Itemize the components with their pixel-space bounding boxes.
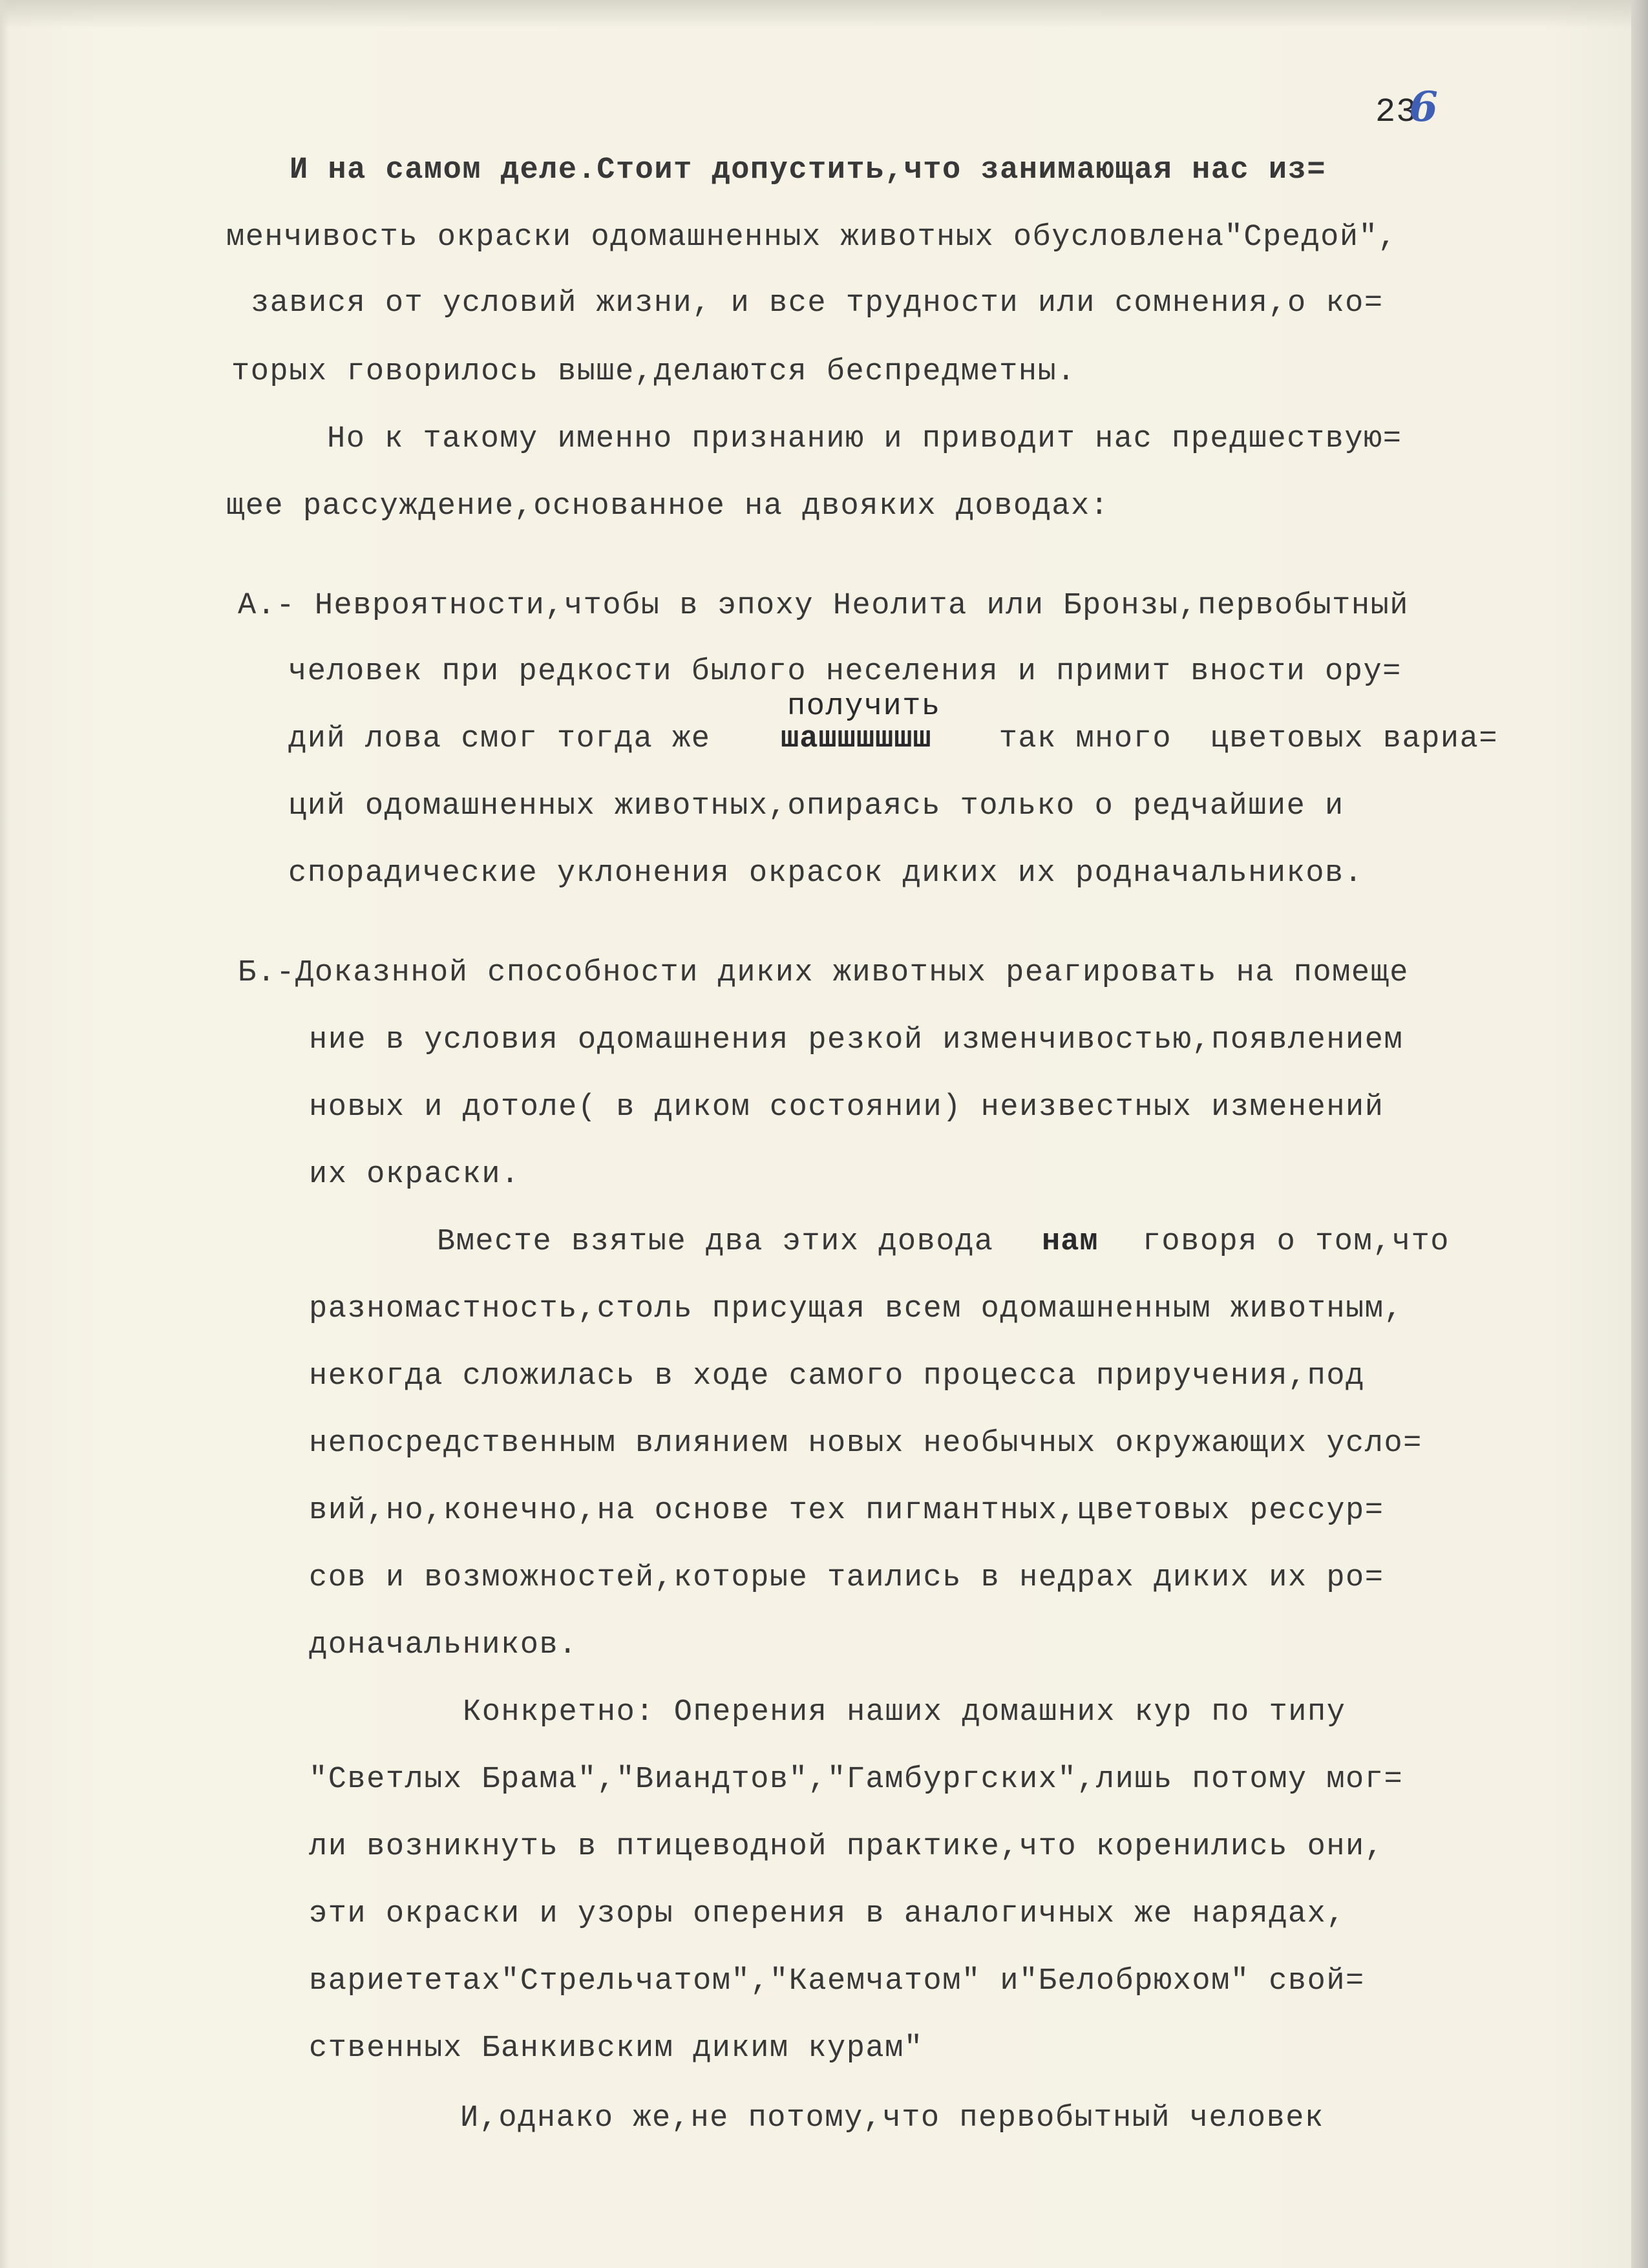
text-line-12: Б.-Доказнной способности диких животных реагировать на помеще xyxy=(238,956,1409,990)
text-line-17: разномастность,столь присущая всем одомашненным животным, xyxy=(309,1292,1404,1326)
text-line-19: непосредственным влиянием новых необычных окружающих усло= xyxy=(309,1426,1422,1461)
text-line-11: спорадические уклонения окрасок диких их родначальников. xyxy=(288,856,1364,891)
text-line-27: вариететах"Стрельчатом","Каемчатом" и"Белобрюхом" свой= xyxy=(309,1964,1365,1998)
text-line-26: эти окраски и узоры оперения в аналогичных же нарядах, xyxy=(309,1897,1346,1931)
paper-top-edge xyxy=(0,0,1648,28)
text-line-3: завися от условий жизни, и все трудности или сомнения,о ко= xyxy=(251,286,1384,321)
text-line-13: ние в условия одомашнения резкой изменчивостью,появлением xyxy=(309,1023,1404,1057)
text-line-1: И на самом деле.Стоит допустить,что занимающая нас из= xyxy=(290,153,1327,187)
text-line-8: человек при редкости былого неселения и примит вности ору= xyxy=(288,655,1402,689)
page-number-handwritten: 6 xyxy=(1409,83,1439,131)
paper-right-edge xyxy=(1631,0,1648,2268)
text-line-29: И,однако же,не потому,что первобытный человек xyxy=(460,2101,1324,2136)
text-line-25: ли возникнуть в птицеводной практике,что коренились они, xyxy=(309,1830,1384,1864)
text-line-20: вий,но,конечно,на основе тех пигмантных,цветовых рессур= xyxy=(309,1494,1384,1528)
text-line-2: менчивость окраски одомашненных животных обусловлена"Средой", xyxy=(226,220,1397,255)
inserted-word: получить xyxy=(787,690,941,724)
text-line-6: щее рассуждение,основанное на двояких доводах: xyxy=(226,489,1110,524)
text-line-7: А.- Невроятности,чтобы в эпоху Неолита или Бронзы,первобытный xyxy=(238,589,1409,623)
struck-out-word-1: шашшшшшш xyxy=(781,722,932,756)
text-line-5: Но к такому именно признанию и приводит нас предшествую= xyxy=(327,422,1402,456)
text-line-9a: дий лова смог тогда же xyxy=(288,722,730,756)
text-line-10: ций одомашненных животных,опираясь только о редчайшие и xyxy=(288,789,1344,823)
paper-left-edge xyxy=(0,0,9,2268)
page-number-typed: 23 xyxy=(1375,93,1417,131)
text-line-22: доначальников. xyxy=(309,1628,578,1662)
text-line-18: некогда сложилась в ходе самого процесса приручения,под xyxy=(309,1359,1365,1394)
text-line-16b: говоря о том,что xyxy=(1123,1225,1450,1259)
struck-out-word-2: нам xyxy=(1042,1225,1099,1259)
text-line-21: сов и возможностей,которые таились в недрах диких их ро= xyxy=(309,1561,1384,1595)
page-number xyxy=(1375,83,1439,131)
text-line-15: их окраски. xyxy=(309,1158,520,1192)
text-line-14: новых и дотоле( в диком состоянии) неизвестных изменений xyxy=(309,1090,1384,1125)
text-line-9b: так много цветовых вариа= xyxy=(980,722,1499,756)
text-line-28: ственных Банкивским диким курам" xyxy=(309,2031,924,2066)
text-line-16a: Вместе взятые два этих довода xyxy=(437,1225,1013,1259)
text-line-23: Конкретно: Оперения наших домашних кур по типу xyxy=(463,1695,1346,1730)
text-line-24: "Светлых Брама","Виандтов","Гамбургских",лишь потому мог= xyxy=(309,1763,1404,1797)
text-line-4: торых говорилось выше,делаются беспредметны. xyxy=(231,355,1077,389)
